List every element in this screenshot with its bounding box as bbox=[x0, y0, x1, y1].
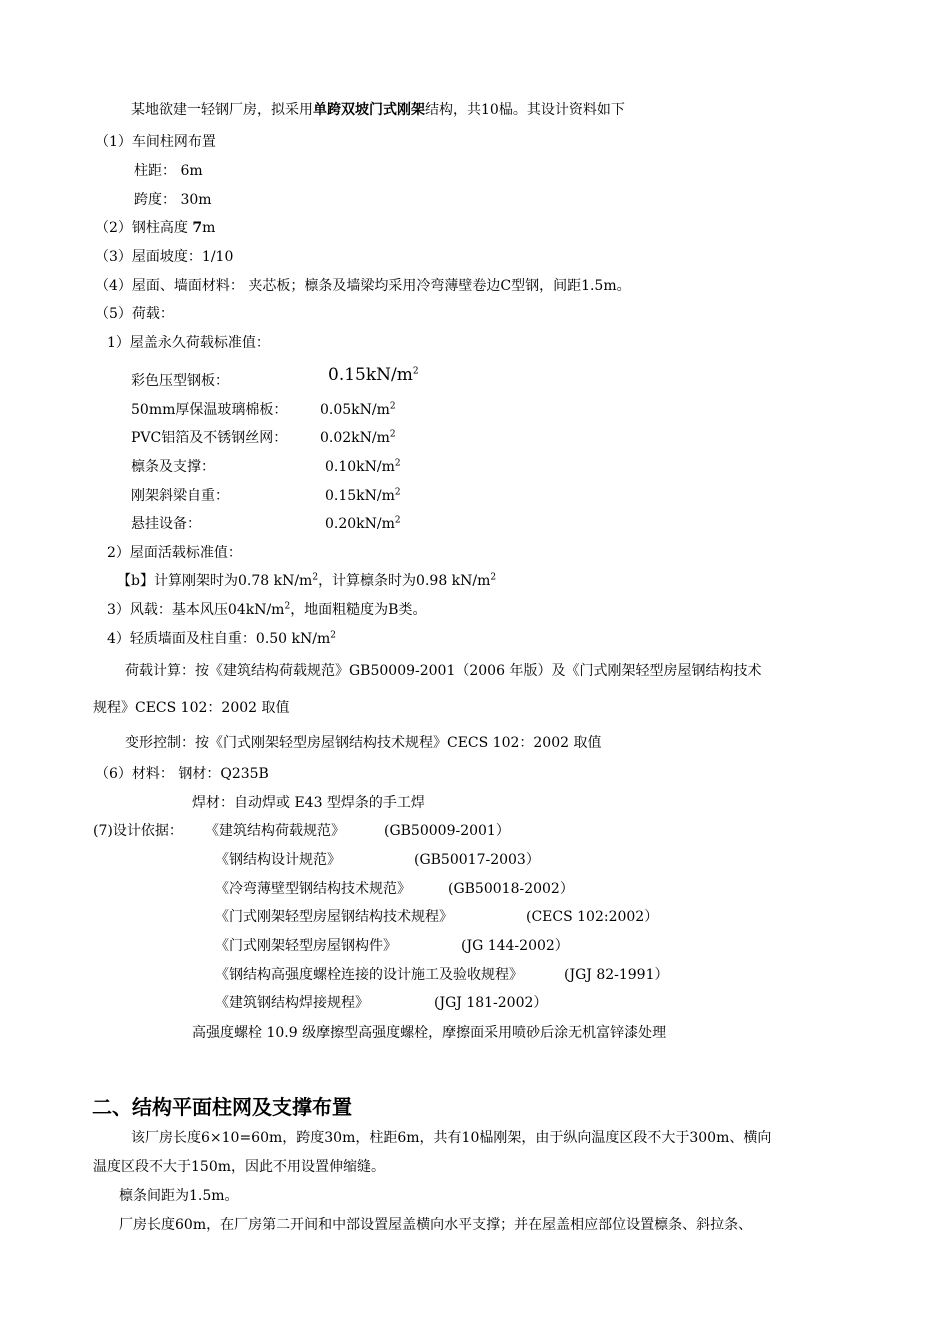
dead-load-item bbox=[131, 458, 215, 476]
superscript: 2 bbox=[389, 401, 396, 412]
dead-load-label: PVC铝箔及不锈钢丝网： bbox=[131, 430, 288, 446]
dead-load-value bbox=[325, 515, 401, 533]
reference-title: 《钢结构设计规范》 bbox=[215, 852, 341, 868]
reference-title: 《冷弯薄壁型钢结构技术规范》 bbox=[215, 881, 411, 897]
wind-load bbox=[107, 601, 426, 619]
load-calc-line2: 规程》CECS 102：2002 取值 bbox=[93, 700, 290, 716]
dead-load-value-text: 0.05kN/m bbox=[320, 402, 390, 418]
superscript: 2 bbox=[394, 458, 401, 469]
dead-load-heading: 1）屋盖永久荷载标准值： bbox=[107, 335, 270, 351]
superscript: 2 bbox=[490, 572, 497, 583]
intro-paragraph bbox=[131, 101, 625, 119]
dead-load-label: 彩色压型钢板： bbox=[131, 373, 229, 389]
live-load-values bbox=[117, 572, 496, 590]
live-load-heading: 2）屋面活载标准值： bbox=[107, 545, 242, 561]
dead-load-value bbox=[328, 366, 419, 384]
reference-code: (CECS 102:2002） bbox=[526, 909, 659, 925]
live-load-frame: 计算刚架时为0.78 kN/m bbox=[153, 573, 313, 589]
dead-load-label: 50mm厚保温玻璃棉板： bbox=[131, 402, 288, 418]
purlin-spacing: 檩条间距为1.5m。 bbox=[119, 1188, 239, 1204]
material-steel: （6）材料： 钢材：Q235B bbox=[95, 766, 269, 782]
bolt-spec: 高强度螺栓 10.9 级摩擦型高强度螺栓，摩擦面采用喷砂后涂无机富锌漆处理 bbox=[192, 1025, 667, 1041]
dead-load-label: 悬挂设备： bbox=[131, 516, 201, 532]
dead-load-value-text: 0.10kN/m bbox=[325, 459, 395, 475]
load-calc-line1: 荷载计算：按《建筑结构荷载规范》GB50009-2001（2006 年版）及《门式刚架轻型房屋钢结构技术 bbox=[125, 663, 762, 679]
s1-heading: （1）车间柱网布置 bbox=[95, 134, 216, 150]
dead-load-value bbox=[325, 458, 401, 476]
span-length: 跨度： 30m bbox=[134, 192, 212, 208]
dead-load-value-text: 0.15kN/m bbox=[325, 488, 395, 504]
wall-load bbox=[107, 630, 336, 648]
section-heading: 二、结构平面柱网及支撑布置 bbox=[92, 1095, 352, 1119]
dead-load-item bbox=[131, 401, 287, 419]
reference-code: (GB50009-2001） bbox=[384, 823, 510, 839]
reference-code: (JG 144-2002） bbox=[461, 938, 569, 954]
dead-load-value bbox=[320, 429, 396, 447]
dead-load-item bbox=[131, 487, 229, 505]
column-height-text: （2）钢柱高度 bbox=[95, 220, 193, 236]
wind-load-text-end: ，地面粗糙度为B类。 bbox=[290, 602, 427, 618]
bracing-layout: 厂房长度60m，在厂房第二开间和中部设置屋盖横向水平支撑；并在屋盖相应部位设置檩条、斜拉条、 bbox=[119, 1217, 753, 1233]
reference-title: 《门式刚架轻型房屋钢构件》 bbox=[215, 938, 397, 954]
wall-load-text: 4）轻质墙面及柱自重：0.50 kN/m bbox=[107, 631, 331, 647]
superscript: 2 bbox=[394, 515, 401, 526]
dead-load-item bbox=[131, 515, 201, 533]
reference-title: 《门式刚架轻型房屋钢结构技术规程》 bbox=[215, 909, 453, 925]
dead-load-value-text: 0.20kN/m bbox=[325, 516, 395, 532]
dead-load-value-text: 0.15kN/m bbox=[328, 365, 413, 385]
reference-code: (JGJ 82-1991） bbox=[564, 967, 669, 983]
reference-title: 《建筑钢结构焊接规程》 bbox=[215, 995, 369, 1011]
reference-title: 《建筑结构荷载规范》 bbox=[205, 823, 345, 839]
reference-code: (GB50017-2003） bbox=[414, 852, 540, 868]
live-load-bracket: 【b】 bbox=[117, 573, 154, 589]
dead-load-value bbox=[320, 401, 396, 419]
roof-slope: （3）屋面坡度：1/10 bbox=[95, 249, 234, 265]
column-height-value: 7 bbox=[192, 220, 203, 236]
dead-load-item bbox=[131, 372, 229, 390]
superscript: 2 bbox=[330, 630, 336, 641]
intro-text: 某地欲建一轻钢厂房，拟采用 bbox=[131, 102, 313, 118]
superscript: 2 bbox=[412, 366, 419, 377]
column-spacing: 柱距： 6m bbox=[134, 163, 203, 179]
live-load-purlin: ，计算檩条时为0.98 kN/m bbox=[318, 573, 491, 589]
dead-load-item bbox=[131, 429, 287, 447]
reference-code: (GB50018-2002） bbox=[448, 881, 574, 897]
s7-heading: (7)设计依据： bbox=[93, 823, 183, 839]
section2-paragraph-line1: 该厂房长度6×10=60m，跨度30m，柱距6m，共有10榀刚架，由于纵向温度区段不大于300m、横向 bbox=[131, 1130, 772, 1146]
dead-load-label: 刚架斜梁自重： bbox=[131, 488, 229, 504]
dead-load-value bbox=[325, 487, 401, 505]
superscript: 2 bbox=[284, 601, 291, 612]
material-weld: 焊材：自动焊或 E43 型焊条的手工焊 bbox=[192, 795, 425, 811]
wind-load-text: 3）风载：基本风压04kN/m bbox=[107, 602, 285, 618]
superscript: 2 bbox=[389, 429, 396, 440]
deformation-control: 变形控制：按《门式刚架轻型房屋钢结构技术规程》CECS 102：2002 取值 bbox=[125, 735, 602, 751]
intro-bold: 单跨双坡门式刚架 bbox=[313, 102, 425, 118]
superscript: 2 bbox=[394, 487, 401, 498]
reference-title: 《钢结构高强度螺栓连接的设计施工及验收规程》 bbox=[215, 967, 523, 983]
superscript: 2 bbox=[312, 572, 319, 583]
dead-load-value-text: 0.02kN/m bbox=[320, 430, 390, 446]
intro-text-end: 结构，共10榀。其设计资料如下 bbox=[425, 102, 625, 118]
roof-materials: （4）屋面、墙面材料： 夹芯板；檩条及墙梁均采用冷弯薄壁卷边C型钢，间距1.5m。 bbox=[95, 278, 631, 294]
column-height-unit: m bbox=[202, 220, 216, 236]
dead-load-label: 檩条及支撑： bbox=[131, 459, 215, 475]
s5-heading: （5）荷载： bbox=[95, 306, 174, 322]
column-height bbox=[95, 219, 215, 237]
reference-code: (JGJ 181-2002） bbox=[434, 995, 548, 1011]
section2-paragraph-line2: 温度区段不大于150m，因此不用设置伸缩缝。 bbox=[93, 1159, 385, 1175]
